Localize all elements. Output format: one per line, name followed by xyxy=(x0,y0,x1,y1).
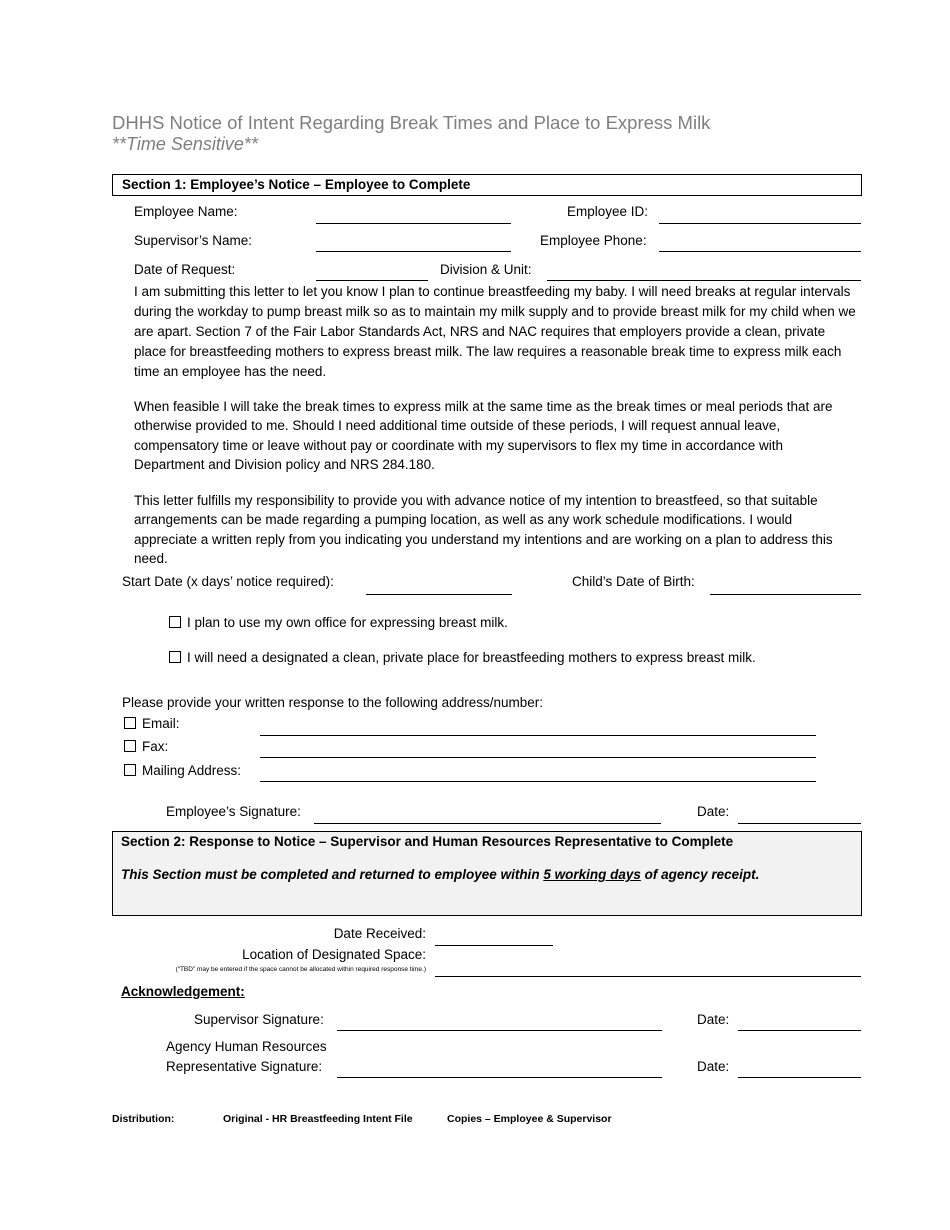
letter-paragraph-1: I am submitting this letter to let you know I plan to continue breastfeeding my baby. I will need breaks at regular intervals during the workday to pump breast milk so as to maintain my milk supply and to provide breast milk for my child when we are apart. Section 7 of the Fair Labor Standards Act, NRS and NAC requires that employers provide a clean, private place for breastfeeding mothers to express breast milk. The law requires a reasonable break time to express milk each time an employee has the need. xyxy=(134,284,856,379)
date-received-field[interactable] xyxy=(435,928,553,946)
response-prompt: Please provide your written response to the following address/number: xyxy=(122,695,543,710)
tbd-note: (“TBD” may be entered if the space cannot be allocated within required response time.) xyxy=(175,966,426,973)
hr-signature-label-line1: Agency Human Resources xyxy=(166,1039,327,1054)
employee-name-field[interactable] xyxy=(316,206,511,224)
supervisor-name-field[interactable] xyxy=(316,234,511,252)
employee-phone-field[interactable] xyxy=(659,234,861,252)
employee-date-field[interactable] xyxy=(738,806,861,824)
letter-paragraph-3: This letter fulfills my responsibility to provide you with advance notice of my intention to breastfeed, so that suitable arrangements can be made regarding a pumping location, as well as any work schedule modifications. I would appreciate a written reply from you indicating you understand my intentions and are working on a plan to address this need. xyxy=(134,493,833,566)
acknowledgement-heading: Acknowledgement: xyxy=(121,984,245,999)
employee-id-label: Employee ID: xyxy=(567,204,649,219)
hr-date-label: Date: xyxy=(697,1059,730,1074)
footer-copies: Copies – Employee & Supervisor xyxy=(447,1113,612,1125)
supervisor-name-label: Supervisor’s Name: xyxy=(134,233,253,248)
note-text-end: of agency receipt. xyxy=(640,867,760,882)
division-unit-field[interactable] xyxy=(547,263,861,281)
date-received-label: Date Received: xyxy=(333,926,426,941)
response-email-label: Email: xyxy=(142,716,180,731)
section1-header-text: Section 1: Employee’s Notice – Employee to Complete xyxy=(122,177,471,192)
response-email-field[interactable] xyxy=(260,718,816,736)
section2-box xyxy=(112,831,862,916)
response-mailing-label: Mailing Address: xyxy=(142,763,242,778)
response-mailing-option[interactable] xyxy=(124,763,241,779)
division-unit-label: Division & Unit: xyxy=(440,262,532,277)
supervisor-signature-label: Supervisor Signature: xyxy=(194,1012,324,1027)
response-email-option[interactable] xyxy=(124,716,180,732)
checkbox-icon[interactable] xyxy=(169,616,181,628)
hr-signature-field[interactable] xyxy=(337,1060,662,1078)
response-fax-field[interactable] xyxy=(260,740,816,758)
checkbox-icon[interactable] xyxy=(124,740,136,752)
option-designated-place-label: I will need a designated a clean, private place for breastfeeding mothers to express breast milk. xyxy=(187,650,756,665)
page-subtitle: **Time Sensitive** xyxy=(112,134,258,154)
response-mailing-field[interactable] xyxy=(260,764,816,782)
note-emphasis: 5 working days xyxy=(543,867,641,882)
response-fax-label: Fax: xyxy=(142,739,169,754)
date-of-request-field[interactable] xyxy=(316,263,428,281)
option-designated-place[interactable] xyxy=(169,650,756,666)
employee-name-label: Employee Name: xyxy=(134,204,238,219)
start-date-label: Start Date (x days’ notice required): xyxy=(122,574,334,589)
employee-signature-field[interactable] xyxy=(314,806,661,824)
footer-distribution: Distribution: xyxy=(112,1113,175,1125)
supervisor-date-field[interactable] xyxy=(738,1013,861,1031)
section1-header xyxy=(112,174,862,196)
location-label: Location of Designated Space: xyxy=(242,947,426,962)
date-of-request-label: Date of Request: xyxy=(134,262,236,277)
supervisor-date-label: Date: xyxy=(697,1012,730,1027)
start-date-field[interactable] xyxy=(366,577,512,595)
employee-signature-label: Employee’s Signature: xyxy=(166,804,301,819)
location-field[interactable] xyxy=(435,959,861,977)
checkbox-icon[interactable] xyxy=(124,717,136,729)
footer-original: Original - HR Breastfeeding Intent File xyxy=(223,1113,413,1125)
letter-paragraph-2: When feasible I will take the break times to express milk at the same time as the break times or meal periods that are otherwise provided to me. Should I need additional time outside of these periods, I will request annual leave, compensatory time or leave without pay or coordinate with my supervisors to flex my time in accordance with Department and Division policy and NRS 284.180. xyxy=(134,399,833,472)
option-own-office-label: I plan to use my own office for expressing breast milk. xyxy=(187,615,508,630)
supervisor-signature-field[interactable] xyxy=(337,1013,662,1031)
child-dob-field[interactable] xyxy=(710,577,861,595)
hr-signature-label-line2: Representative Signature: xyxy=(166,1059,323,1074)
checkbox-icon[interactable] xyxy=(124,764,136,776)
hr-date-field[interactable] xyxy=(738,1060,861,1078)
employee-id-field[interactable] xyxy=(659,206,861,224)
checkbox-icon[interactable] xyxy=(169,651,181,663)
section2-deadline-note xyxy=(121,867,759,883)
response-fax-option[interactable] xyxy=(124,739,168,755)
note-text: This Section must be completed and returned to employee within xyxy=(121,867,544,882)
employee-phone-label: Employee Phone: xyxy=(540,233,647,248)
option-own-office[interactable] xyxy=(169,615,508,631)
child-dob-label: Child’s Date of Birth: xyxy=(572,574,695,589)
section2-header: Section 2: Response to Notice – Supervisor and Human Resources Representative to Complete xyxy=(121,834,734,849)
employee-date-label: Date: xyxy=(697,804,730,819)
page-title: DHHS Notice of Intent Regarding Break Times and Place to Express Milk xyxy=(112,112,711,133)
